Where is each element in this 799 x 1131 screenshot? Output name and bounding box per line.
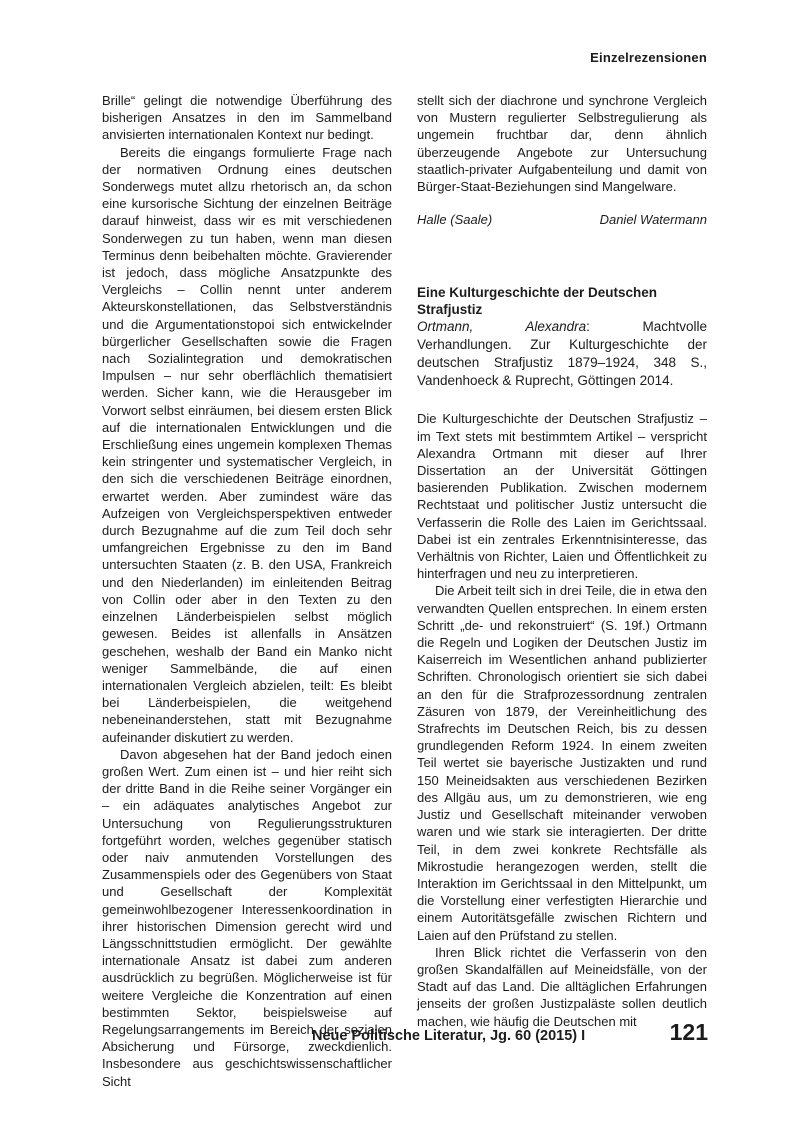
review-title: Eine Kulturgeschichte der Deutschen Strafjustiz — [417, 285, 658, 318]
book-citation — [417, 318, 707, 390]
paragraph: Die Arbeit teilt sich in drei Teile, die in etwa den verwandten Quellen entsprechen. In einem ersten Schritt „de- und rekonstruiert“ (S. 19f.) Ortmann die Regeln und Logiken der Deutschen Justiz im Kaiserreich im Wesentlichen anhand publizierter Schriften. Chronologisch orientiert sie sich dabei an den für die Strafprozessordnung zentralen Zäsuren von 1879, der Vereinheitlichung des Strafrechts im Deutschen Reich, bis zu dessen grundlegenden Reform 1924. In einem zweiten Teil wertet sie bayerische Justizakten und rund 150 Meineidsakten aus verschiedenen Bezirken des Allgäu aus, um zu demonstrieren, wie eng Justiz und Gesellschaft miteinander verwoben waren und wie stark sie interagierten. Der dritte Teil, in dem zwei konkrete Rechtsfälle als Mikrostudie herangezogen werden, stellt die Interaktion im Gerichtssaal in den Mittelpunkt, um die Vorstellung einer verfestigten Hierarchie und einem Autoritätsgefälle zwischen Richtern und Laien auf den Prüfstand zu stellen. — [417, 583, 707, 943]
paragraph: Die Kulturgeschichte der Deutschen Strafjustiz – im Text stets mit bestimmtem Artikel – verspricht Alexandra Ortmann mit dieser auf Ihrer Dissertation an der Universität Göttingen basierenden Publikation. Zwischen modernem Rechtstaat und politischer Justiz untersucht die Verfasserin die Rolle des Laien im Gerichtssaal. Dabei ist ein zentrales Erkenntnisinteresse, das Verhältnis von Richter, Laien und Öffentlichkeit zu hinterfragen und neu zu interpretieren. — [417, 411, 707, 582]
citation-details: : Machtvolle Verhandlungen. Zur Kulturgeschichte der deutschen Strafjustiz 1879–1924, 348 S., Vandenhoeck & Ruprecht, Göttingen 2014. — [417, 319, 707, 389]
citation-author: Ortmann, Alexandra — [417, 319, 587, 335]
paragraph: Ihren Blick richtet die Verfasserin von den großen Skandalfällen auf Meineidsfälle, von der Stadt auf das Land. Die alltäglichen Erfahrungen jenseits der großen Justizpaläste sollen deutlich machen, wie häufig die Deutschen mit — [417, 944, 707, 1029]
signature-place: Halle (Saale) — [417, 212, 493, 228]
paragraph: Brille“ gelingt die notwendige Überführung des bisherigen Ansatzes in den im Sammelband anvisierten internationalen Kontext nur bedingt. — [102, 93, 392, 143]
paragraph: Bereits die eingangs formulierte Frage nach der normativen Ordnung eines deutschen Sonderwegs mutet allzu rhetorisch an, da schon eine kursorische Sichtung der einzelnen Beiträge darauf hinweist, dass wir es mit verschiedenen Sonderwegen zu tun haben, wenn man diesen Terminus denn beibehalten möchte. Gravierender ist jedoch, dass mögliche Ansatzpunkte des Vergleichs – Collin nennt unter anderem Akteurskonstellationen, das Selbstverständnis und die Argumentationstopoi sich entwickelnder bürgerlicher Gesellschaften sowie die Fragen nach Sozialintegration und demokratischen Impulsen – nur sehr oberflächlich thematisiert werden. Sicher kann, wie die Herausgeber im Vorwort selbst einräumen, bei diesem ersten Blick auf die internationalen Entwicklungen und die Erschließung eines ungemein komplexen Themas kein stringenter und systematischer Vergleich, in den sich die verschiedenen Beiträge einordnen, erwartet werden. Aber zumindest wäre das Aufzeigen von Vergleichsperspektiven entweder durch Bezugnahme auf die zum Teil doch sehr umfangreichen Ergebnisse zu den im Band untersuchten Staaten (z. B. den USA, Frankreich und den Niederlanden) im einleitenden Beitrag von Collin oder aber in den Texten zu den einzelnen Länderbeispielen selbst möglich gewesen. Beides ist allenfalls in Ansätzen geschehen, weshalb der Band ein Manko nicht weniger Sammelbände, die auf einen internationalen Vergleich abzielen, teilt: Es bleibt bei Länderbeispielen, die weitgehend nebeneinanderstehen, statt mit Bezugnahme aufeinander diskutiert zu werden. — [102, 144, 392, 745]
signature-reviewer: Daniel Watermann — [599, 212, 707, 228]
page-footer — [312, 1019, 708, 1046]
paragraph: stellt sich der diachrone und synchrone Vergleich von Mustern regulierter Selbstregulierung als ungemein fruchtbar dar, denn ähnlich überzeugende Angebote zur Untersuchung staatlich-privater Aufgabenteilung und damit von Bürger-Staat-Beziehungen sind Mangelware. — [417, 93, 707, 195]
section-header: Einzelrezensionen — [590, 50, 707, 65]
paragraph: Davon abgesehen hat der Band jedoch einen großen Wert. Zum einen ist – und hier reiht sich der dritte Band in die Reihe seiner Vorgänger ein – ein adäquates analytisches Angebot zur Untersuchung von Regulierungsstrukturen fortgeführt worden, welches gegenüber statisch oder naiv anmutenden Vorstellungen des Zusammenspiels oder des Gegenübers von Staat und Gesellschaft der Komplexität gemeinwohlbezogener Interessenkoordination in ihrer historischen Dimension gerecht wird und Längsschnittstudien ermöglicht. Der gewählte internationale Ansatz ist dabei zum anderen ausdrücklich zu begrüßen. Möglicherweise ist für weitere Vergleiche die Konzentration auf einen bestimmten Sektor, beispielsweise auf Regelungsarrangements im Bereich der sozialen Absicherung und Fürsorge, zweckdienlich. Insbesondere aus geschichtswissenschaftlicher Sicht — [102, 746, 392, 1089]
journal-citation: Neue Politische Literatur, Jg. 60 (2015) I — [312, 1028, 586, 1044]
review-body — [417, 410, 707, 1029]
right-column — [417, 92, 707, 1030]
page-number: 121 — [669, 1019, 708, 1045]
review-signature — [417, 211, 707, 228]
left-column — [102, 92, 392, 1090]
